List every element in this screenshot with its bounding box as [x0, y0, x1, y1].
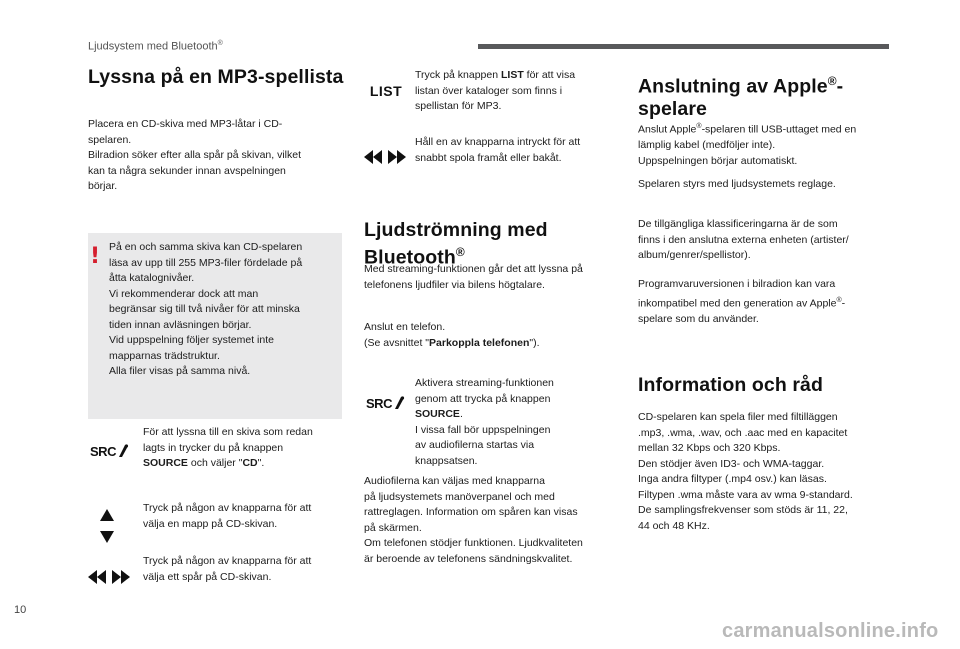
info-text: CD-spelaren kan spela filer med filtilläggen .mp3, .wma, .wav, och .aac med en kapacitet mellan 32 Kbps och 320 Kbps. Den stödjer även ID3- och WMA-taggar. Inga andra filtyper (.mp4 osv.) kan läsas. Filtypen .wma måste vara av wma 9-standard. De samplingsfrekvenser som stöds är 11, 22, 44 och 48 KHz. [638, 411, 853, 532]
seek-text: Håll en av knapparna intryckt för att snabbt spola framåt eller bakåt. [415, 136, 581, 164]
src-cd-text [143, 425, 343, 472]
section-title-mp3: Lyssna på en MP3-spellista [88, 66, 344, 88]
bluetooth-title-text: Ljudströmning med Bluetooth [364, 219, 548, 269]
activate-text-2: . I vissa fall bör uppspelningen av audiofilerna startas via knappsatsen. [415, 408, 551, 467]
apple-p1 [638, 119, 908, 169]
apple-p3: De tillgängliga klassificeringarna är de som finns i den anslutna externa enheten (artister/ album/genrer/spellistor). [638, 218, 849, 261]
connect-text-1: Anslut en telefon. (Se avsnittet " [364, 321, 446, 349]
apple-title-line1: Anslutning av Apple [638, 75, 828, 98]
running-header-text: Ljudsystem med Bluetooth [88, 40, 218, 53]
activate-bold: SOURCE [415, 408, 460, 420]
section-title-info: Information och råd [638, 374, 823, 396]
connect-text-2: "). [529, 336, 540, 349]
header-bar [478, 44, 889, 49]
apple-p4-sup: ® [836, 296, 842, 304]
list-text [415, 68, 615, 115]
warning-icon: ! [90, 244, 101, 269]
phone-icon-2 [392, 396, 406, 410]
list-icon [365, 82, 407, 100]
src-cd-text-1: För att lyssna till en skiva som redan lagts in trycker du på knappen [143, 426, 313, 454]
src-cd-bold-source: SOURCE [143, 457, 188, 469]
page-number: 10 [14, 604, 27, 616]
connect-bold: Parkoppla telefonen [429, 336, 530, 349]
apple-title-dash: - [836, 75, 844, 98]
apple-p1-a: Anslut Apple [638, 123, 697, 136]
bluetooth-intro: Med streaming-funktionen går det att lyssna på telefonens ljudfiler via bilens högtalare. [364, 263, 583, 291]
bluetooth-outro: Audiofilerna kan väljas med knapparna på ljudsystemets manöverpanel och med rattreglagen. Information om spåren kan visas på skärmen. Om telefonen stödjer funktionen. Ljudkvaliteten är beroende av telefonens sändningskvalitet. [364, 475, 583, 565]
activate-streaming-text [415, 376, 615, 469]
up-down-arrows-icon [98, 509, 116, 543]
bluetooth-title-sup: ® [455, 245, 465, 259]
src-phone-icon-2 [364, 394, 408, 412]
apple-p4-a: Programvaruversionen i bilradion kan vara inkompatibel med den generation av Apple [638, 278, 837, 309]
prev-next-track-icon [88, 570, 130, 584]
apple-p2: Spelaren styrs med ljudsystemets reglage. [638, 178, 836, 190]
list-bold: LIST [501, 69, 524, 81]
phone-icon [116, 444, 130, 458]
warning-text: På en och samma skiva kan CD-spelaren läsa av upp till 255 MP3-filer fördelade på åtta katalognivåer. Vi rekommenderar dock att man begränsar sig till två nivåer för att minska tiden innan avläsningen börjar. Vid uppspelning följer systemet inte mapparnas trädstruktur. Alla filer visas på samma nivå. [109, 241, 303, 377]
list-icon-label: LIST [369, 83, 403, 99]
src-cd-text-2: och väljer " [187, 457, 243, 469]
src-cd-bold-cd: CD [242, 457, 258, 469]
list-text-2: för att visa listan över kataloger som finns i spellistan för MP3. [415, 69, 576, 112]
src-icon-label: SRC [90, 443, 116, 459]
apple-title-sup: ® [827, 74, 837, 88]
arrow-down-icon [100, 531, 114, 543]
rewind-forward-icon [364, 150, 406, 164]
apple-p1-b: -spelaren till USB-uttaget med en lämplig kabel (medföljer inte). Uppspelningen börjar automatiskt. [638, 123, 857, 167]
seek-icon [364, 150, 406, 164]
src-cd-text-3: ". [257, 457, 265, 469]
running-header-sup: ® [217, 40, 223, 47]
apple-title-line2: spelare [638, 97, 707, 120]
connect-phone-text [364, 320, 624, 351]
src-icon-label-2: SRC [366, 395, 392, 411]
activate-text-1: Aktivera streaming-funktionen genom att trycka på knappen [415, 377, 554, 405]
track-text: Tryck på någon av knapparna för att välja ett spår på CD-skivan. [143, 555, 312, 583]
running-header [88, 40, 223, 53]
section-title-apple [638, 70, 898, 120]
src-phone-icon [88, 442, 132, 460]
prev-next-icon [88, 570, 130, 584]
watermark: carmanualsonline.info [722, 620, 939, 642]
apple-p4 [638, 277, 908, 327]
list-text-1: Tryck på knappen [415, 69, 501, 81]
apple-p4-b: - spelare som du använder. [638, 297, 846, 325]
arrow-up-icon [100, 509, 114, 521]
apple-p1-sup: ® [696, 123, 702, 130]
updown-text: Tryck på någon av knapparna för att välja en mapp på CD-skivan. [143, 502, 312, 530]
mp3-intro: Placera en CD-skiva med MP3-låtar i CD- spelaren. Bilradion söker efter alla spår på skivan, vilket kan ta några sekunder innan avspelningen börjar. [88, 118, 302, 192]
